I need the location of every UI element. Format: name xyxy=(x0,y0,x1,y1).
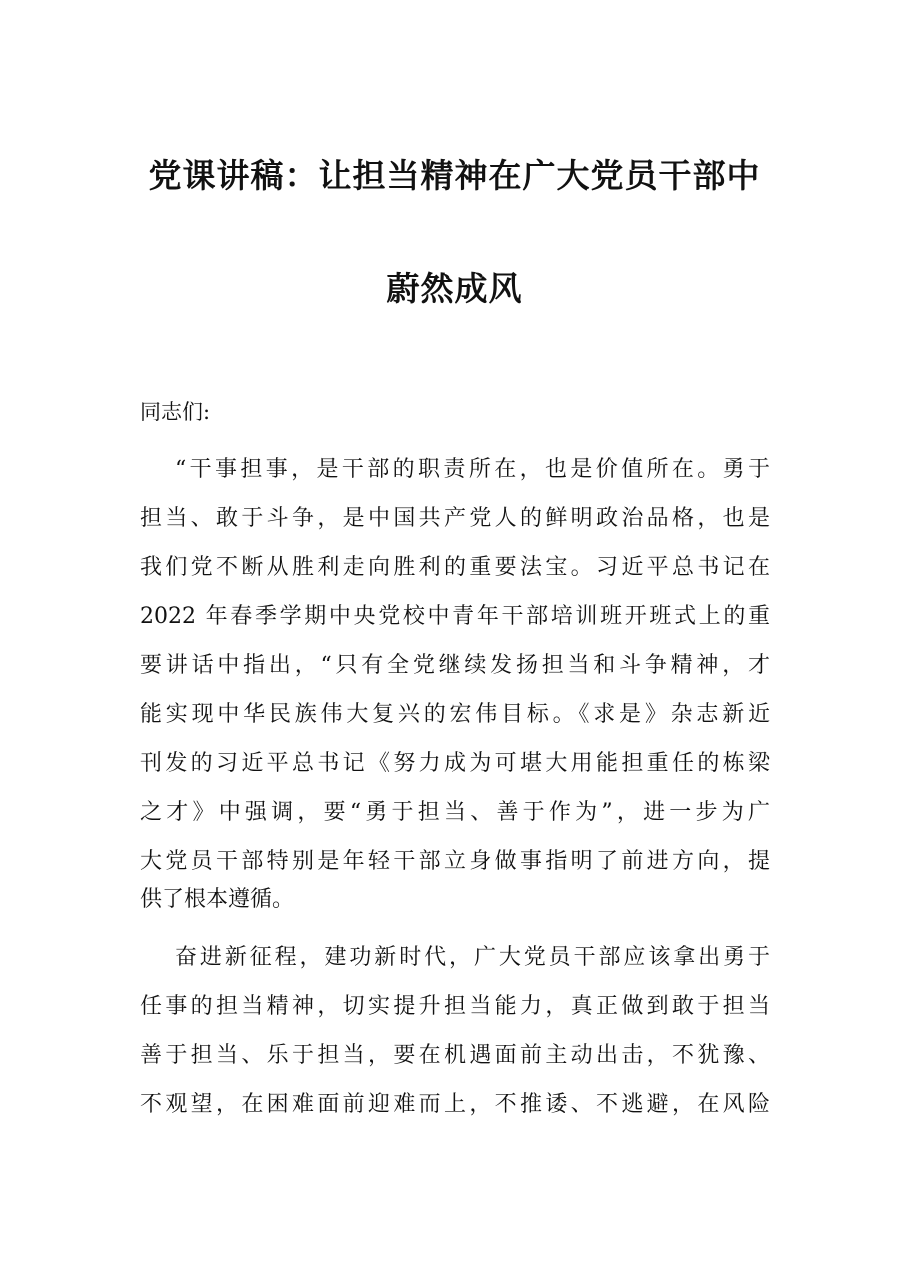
document-title-line-2: 蔚然成风 xyxy=(386,269,523,308)
salutation: 同志们: xyxy=(140,400,211,424)
paragraph-2-line: 任事的担当精神，切实提升担当能力，真正做到敢于担当 xyxy=(140,994,770,1019)
paragraph-1-line: “干事担事，是干部的职责所在，也是价值所在。勇于 xyxy=(175,457,770,482)
document-title-line-1: 党课讲稿：让担当精神在广大党员干部中 xyxy=(148,156,761,195)
paragraph-1-line: 担当、敢于斗争，是中国共产党人的鲜明政治品格，也是 xyxy=(140,506,770,531)
paragraph-2-line: 不观望，在困难面前迎难而上，不推诿、不逃避，在风险 xyxy=(140,1092,770,1117)
paragraph-1-line: 我们党不断从胜利走向胜利的重要法宝。习近平总书记在 xyxy=(140,555,770,580)
paragraph-1-line: 刊发的习近平总书记《努力成为可堪大用能担重任的栋梁 xyxy=(140,751,770,776)
paragraph-1-line: 大党员干部特别是年轻干部立身做事指明了前进方向，提 xyxy=(140,849,770,874)
paragraph-1-line: 2022 年春季学期中央党校中青年干部培训班开班式上的重 xyxy=(140,604,770,629)
paragraph-1-line: 要讲话中指出，“只有全党继续发扬担当和斗争精神，才 xyxy=(140,653,770,678)
paragraph-1-line: 供了根本遵循。 xyxy=(140,887,295,912)
paragraph-1-line: 之才》中强调，要“勇于担当、善于作为”，进一步为广 xyxy=(140,800,770,825)
paragraph-2-line: 奋进新征程，建功新时代，广大党员干部应该拿出勇于 xyxy=(175,945,770,970)
paragraph-1-line: 能实现中华民族伟大复兴的宏伟目标。《求是》杂志新近 xyxy=(140,702,770,727)
paragraph-2-line: 善于担当、乐于担当，要在机遇面前主动出击，不犹豫、 xyxy=(140,1043,770,1068)
